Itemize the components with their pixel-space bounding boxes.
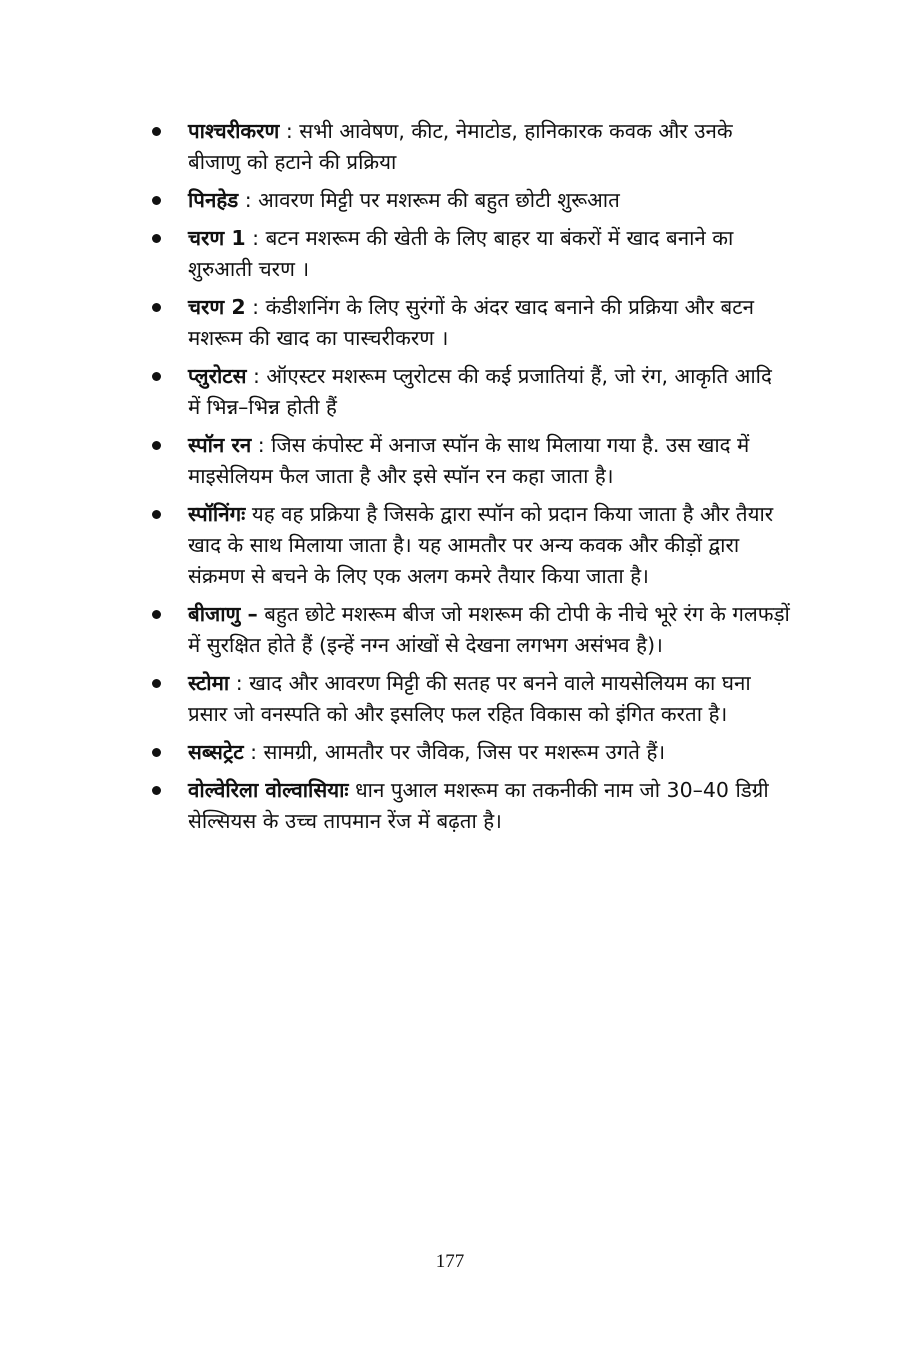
bullet-icon <box>152 196 161 205</box>
glossary-entry <box>150 116 790 178</box>
bullet-icon <box>152 303 161 312</box>
glossary-entry <box>150 775 790 837</box>
glossary-definition: यह वह प्रक्रिया है जिसके द्वारा स्पॉन को प्रदान किया जाता है और तैयार खाद के साथ मिलाया जाता है। यह आमतौर पर अन्य कवक और कीड़ों द्वारा संक्रमण से बचने के लिए एक अलग कमरे तैयार किया जाता है। <box>188 502 774 588</box>
bullet-icon <box>152 510 161 519</box>
glossary-entry <box>150 599 790 661</box>
glossary-definition: : खाद और आवरण मिट्टी की सतह पर बनने वाले मायसेलियम का घना प्रसार जो वनस्पति को और इसलिए फल रहित विकास को इंगित करता है। <box>188 671 751 726</box>
bullet-icon <box>152 748 161 757</box>
glossary-entry <box>150 430 790 492</box>
glossary-term: सब्सट्रेट <box>188 740 244 764</box>
bullet-icon <box>152 786 161 795</box>
glossary-entry <box>150 223 790 285</box>
bullet-icon <box>152 679 161 688</box>
bullet-icon <box>152 441 161 450</box>
bullet-icon <box>152 127 161 136</box>
glossary-term: प्लुरोटस <box>188 364 247 388</box>
glossary-term: बीजाणु – <box>188 602 258 626</box>
glossary-definition: : बटन मशरूम की खेती के लिए बाहर या बंकरों में खाद बनाने का शुरुआती चरण । <box>188 226 734 281</box>
glossary-term: चरण 2 <box>188 295 246 319</box>
glossary-entry <box>150 737 790 768</box>
glossary-term: वोल्वेरिला वोल्वासियाः <box>188 778 349 802</box>
bullet-icon <box>152 234 161 243</box>
glossary-definition: : आवरण मिट्टी पर मशरूम की बहुत छोटी शुरूआत <box>238 188 620 212</box>
glossary-term: चरण 1 <box>188 226 246 250</box>
page-number: 177 <box>435 1251 465 1272</box>
glossary-entry <box>150 499 790 592</box>
glossary-entry <box>150 668 790 730</box>
bullet-icon <box>152 372 161 381</box>
glossary-list <box>150 116 790 844</box>
glossary-term: स्पॉनिंगः <box>188 502 246 526</box>
glossary-term: पिनहेड <box>188 188 239 212</box>
glossary-definition: : सभी आवेषण, कीट, नेमाटोड, हानिकारक कवक और उनके बीजाणु को हटाने की प्रक्रिया <box>188 119 733 174</box>
glossary-entry <box>150 185 790 216</box>
glossary-definition: : कंडीशनिंग के लिए सुरंगों के अंदर खाद बनाने की प्रक्रिया और बटन मशरूम की खाद का पास्चरीकरण । <box>188 295 754 350</box>
glossary-definition: : सामग्री, आमतौर पर जैविक, जिस पर मशरूम उगते हैं। <box>243 740 666 764</box>
glossary-definition: : ऑएस्टर मशरूम प्लुरोटस की कई प्रजातियां हैं, जो रंग, आकृति आदि में भिन्न–भिन्न होती हैं <box>188 364 772 419</box>
bullet-icon <box>152 610 161 619</box>
glossary-entry <box>150 361 790 423</box>
glossary-definition: : जिस कंपोस्ट में अनाज स्पॉन के साथ मिलाया गया है. उस खाद में माइसेलियम फैल जाता है और इसे स्पॉन रन कहा जाता है। <box>188 433 750 488</box>
glossary-term: स्पॉन रन <box>188 433 252 457</box>
glossary-entry <box>150 292 790 354</box>
glossary-definition: धान पुआल मशरूम का तकनीकी नाम जो 30–40 डिग्री सेल्सियस के उच्च तापमान रेंज में बढ़ता है। <box>188 778 769 833</box>
glossary-term: स्टोमा <box>188 671 230 695</box>
glossary-term: पाश्चरीकरण <box>188 119 280 143</box>
glossary-definition: बहुत छोटे मशरूम बीज जो मशरूम की टोपी के नीचे भूरे रंग के गलफड़ों में सुरक्षित होते हैं (इन्हें नग्न आंखों से देखना लगभग असंभव है)। <box>188 602 790 657</box>
